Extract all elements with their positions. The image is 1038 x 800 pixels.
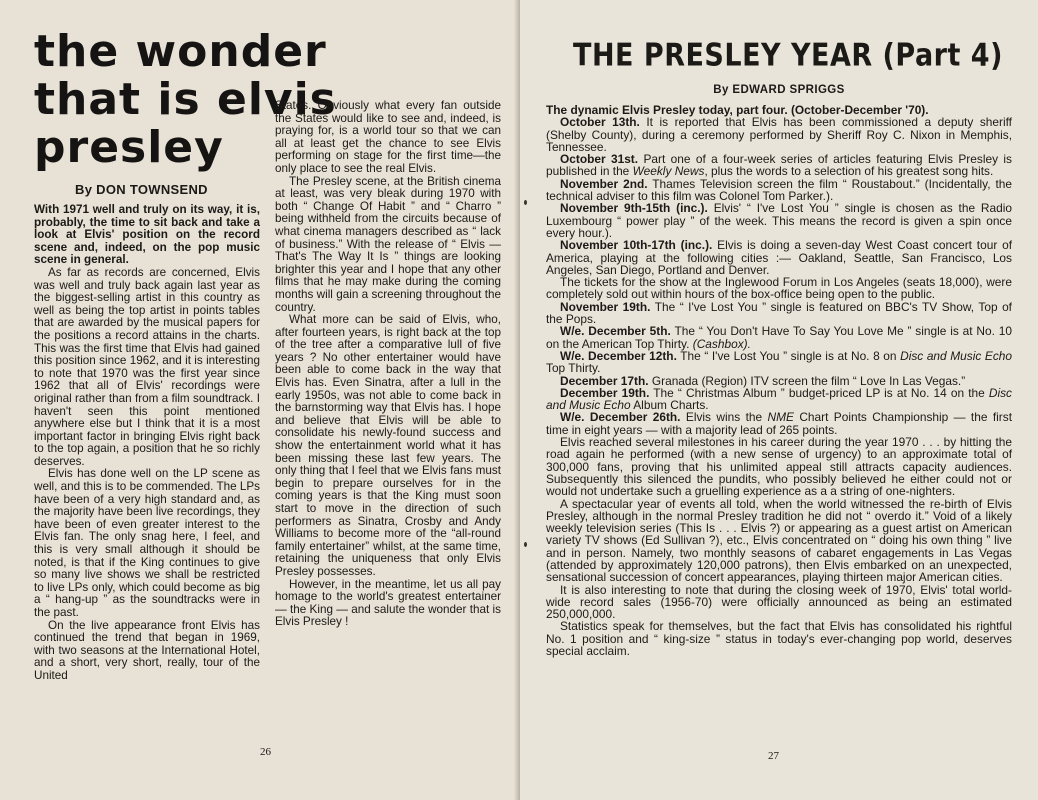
diary-entry bbox=[546, 411, 1012, 436]
entry-text: Elvis' “ I've Lost You ” single is chosen as the Radio Luxembourg “ power play ” of the week. This means the record is given a spin once every hour.). bbox=[546, 201, 1012, 240]
diary-entry bbox=[546, 387, 1012, 412]
paragraph: Elvis has done well on the LP scene as well, and this is to be commended. The LPs have been of a very high standard and, as the majority have been live recordings, they have been of even greater interest to the Elvis fan. The only snag here, I feel, and this is very small although it should be noted, is that if the King continues to give so many live shows we shall be restricted to live LPs only, which could become as big a “ hang-up ” as the soundtracks were in the past. bbox=[34, 467, 260, 619]
entry-text-tail: , plus the words to a selection of his greatest song hits. bbox=[704, 164, 994, 179]
print-blemish bbox=[524, 200, 527, 205]
article-title: the wonder that is elvis presley bbox=[34, 26, 337, 173]
entry-date: November 19th. bbox=[560, 299, 651, 314]
entry-text: Part one of a four-week series of articles featuring Elvis Presley is published in the bbox=[546, 152, 1012, 179]
print-blemish bbox=[524, 542, 527, 547]
diary-entry bbox=[546, 116, 1012, 153]
entry-text: Elvis is doing a seven-day West Coast concert tour of America, playing at the following cities :— Oakland, Seattle, San Francisco, Los Angeles, San Diego, Portland and Denver. bbox=[546, 238, 1013, 277]
entry-text: Thames Television screen the film “ Roustabout.” (Incidentally, the technical adviser to this film was Colonel Tom Parker.). bbox=[546, 176, 1012, 204]
diary-entry bbox=[546, 153, 1012, 178]
page-number: 26 bbox=[260, 746, 271, 758]
entry-text-tail: Album Charts. bbox=[630, 398, 709, 413]
entry-date: W/e. December 12th. bbox=[560, 348, 677, 363]
entry-date: November 2nd. bbox=[560, 176, 648, 191]
article-title: THE PRESLEY YEAR (Part 4) bbox=[573, 38, 1003, 74]
paragraph: As far as records are concerned, Elvis was well and truly back again last year as the biggest-selling artist in this country as well as being the top artist in points tables that are awarded by the musical papers for the positions a record attains in the charts. This was the first time that Elvis had gained this position since 1962, and it is interesting to note that 1970 was the first year since 1962 that all of Elvis' recordings were original rather than from a film soundtrack. I haven't seen this point mentioned anywhere else but I think that it is a most important factor in bringing Elvis right back to the top again, a position that he so richly deserves. bbox=[34, 265, 260, 468]
paragraph: Elvis reached several milestones in his career during the year 1970 . . . by hitting the road again he performed (with a new sense of urgency) to an approximate total of 300,000 fans, proving that his unlimited appeal still attracts capacity audiences. Subsequently this silenced the pundits, who possibly believed he either could not or would not undertake such a gruelling experience as a a string of one-nighters. bbox=[546, 435, 1012, 499]
entry-text: The tickets for the show at the Inglewood Forum in Los Angeles (seats 18,000), were completely sold out within hours of the box-office being open to the public. bbox=[546, 275, 1012, 302]
entry-date: November 9th-15th (inc.). bbox=[560, 201, 708, 216]
diary-entries bbox=[546, 116, 1012, 436]
page-number: 27 bbox=[768, 750, 779, 762]
paragraph: It is also interesting to note that during the closing week of 1970, Elvis' total world-wide record sales (1956-70) were officially announced as being an estimated 250,000,000. bbox=[546, 582, 1012, 622]
entry-text: Elvis wins the bbox=[685, 410, 763, 425]
entry-publication: (Cashbox). bbox=[692, 336, 751, 351]
entry-text: It is reported that Elvis has been commissioned a deputy sheriff (Shelby County), during a ceremony performed by Sheriff Roy C. Nixon in Memphis, Tennessee. bbox=[546, 115, 1012, 154]
byline: By EDWARD SPRIGGS bbox=[713, 84, 845, 96]
text-column-1 bbox=[34, 204, 260, 683]
diary-entry bbox=[546, 178, 1012, 203]
entry-publication: NME bbox=[767, 410, 794, 425]
entry-date: November 10th-17th (inc.). bbox=[560, 238, 713, 253]
paragraph: However, in the meantime, let us all pay homage to the world's greatest entertainer — the King — and salute the wonder that is Elvis Presley ! bbox=[275, 577, 501, 629]
byline: By DON TOWNSEND bbox=[75, 182, 208, 197]
entry-date: October 13th. bbox=[560, 115, 640, 130]
entry-text: The “ You Don't Have To Say You Love Me ” single is at No. 10 on the American Top Thirty. bbox=[546, 324, 1013, 351]
entry-publication: Disc and Music Echo bbox=[900, 348, 1012, 363]
entry-text-tail: Top Thirty. bbox=[546, 361, 601, 376]
paragraph: States. Obviously what every fan outside the States would like to see and, indeed, is praying for, is a world tour so that we can all at least get the chance to see Elvis performing on stage for the first time—the only place to see the real Elvis. bbox=[275, 99, 501, 175]
paragraph: On the live appearance front Elvis has continued the trend that began in 1969, with two seasons at the International Hotel, and a short, very short, really, tour of the United bbox=[34, 618, 260, 682]
diary-entry bbox=[546, 276, 1012, 301]
intro-paragraph: The dynamic Elvis Presley today, part four. (October-December '70). bbox=[546, 103, 929, 117]
lead-paragraph: With 1971 well and truly on its way, it is, probably, the time to sit back and take a look at Elvis' position on the record scene and, indeed, on the pop music scene in general. bbox=[34, 203, 260, 267]
entry-text: The “ I've Lost You ” single is featured on BBC's TV Show, Top of the Pops. bbox=[546, 299, 1012, 327]
entry-date: December 17th. bbox=[560, 373, 649, 388]
entry-publication: Weekly News bbox=[632, 164, 705, 179]
entry-date: October 31st. bbox=[560, 152, 639, 167]
paragraph: A spectacular year of events all told, when the world witnessed the re-birth of Elvis Presley, although in the normal Presley tradition he did not “ overdo it.” Void of a likely weekly television series (This Is . . . Elvis ?) or appearing as a guest artist on American variety TV shows (Ed Sullivan ?), etc., Elvis concentrated on “ doing his own thing ” live and in person. Namely, two monthly seasons of cabaret engagements in Las Vegas (attended by approximately 120,000 patrons), then Elvis embarked on an unexpected, sensational succession of concert appearances, playing thirteen major American cities. bbox=[546, 496, 1012, 585]
diary-entry bbox=[546, 301, 1012, 326]
entry-date: W/e. December 5th. bbox=[560, 324, 671, 339]
right-page bbox=[520, 0, 1038, 800]
diary-entry bbox=[546, 350, 1012, 375]
diary-entry bbox=[546, 325, 1012, 350]
entry-text-tail: Chart Points Championship — the first time in eight years — with a majority lead of 265 points. bbox=[546, 410, 1013, 437]
diary-entry bbox=[546, 239, 1012, 276]
paragraph: What more can be said of Elvis, who, after fourteen years, is right back at the top of the tree after a comparative lull of five years ? No other entertainer would have been able to come back in the way that Elvis has. Even Sinatra, after a lull in the early 1950s, was not able to come back in the barnstorming way that Elvis has. I hope and believe that Elvis will be able to consolidate his newly-found success and show the entertainment world what it has been missing these last few years. The only thing that I feel that we Elvis fans must begin to prepare ourselves for in the coming years is that the King must soon start to move in the direction of such performers as Sinatra, Crosby and Andy Williams to become more of the “all-round family entertainer” whilst, at the same time, retaining the uniqueness that only Elvis Presley possesses. bbox=[275, 313, 501, 578]
entry-publication: Disc and Music Echo bbox=[546, 385, 1012, 413]
left-page bbox=[0, 0, 518, 800]
entry-text: The “ Christmas Album ” budget-priced LP is at No. 14 on the bbox=[653, 385, 985, 400]
entry-text: Granada (Region) ITV screen the film “ Love In Las Vegas.” bbox=[651, 373, 966, 388]
entry-date: W/e. December 26th. bbox=[560, 410, 681, 425]
text-column bbox=[546, 104, 1012, 657]
entry-date: December 19th. bbox=[560, 385, 650, 400]
paragraph: Statistics speak for themselves, but the fact that Elvis has consolidated his rightful No. 1 position and “ king-size ” status in today's ever-changing pop world, deserves special acclaim. bbox=[546, 619, 1012, 659]
text-column-2 bbox=[275, 100, 501, 629]
paragraph: The Presley scene, at the British cinema at least, was very bleak during 1970 with both “ Change Of Habit ” and “ Charro ” being withheld from the circuits because of what cinema managers described as “ lack of business.” With the release of “ Elvis — That's The Way It Is ” things are looking brighter this year and I hope that any other films that he may make during the coming months will gain a screening throughout the country. bbox=[275, 174, 501, 314]
diary-entry bbox=[546, 202, 1012, 239]
entry-text: The “ I've Lost You ” single is at No. 8 on bbox=[680, 348, 897, 363]
